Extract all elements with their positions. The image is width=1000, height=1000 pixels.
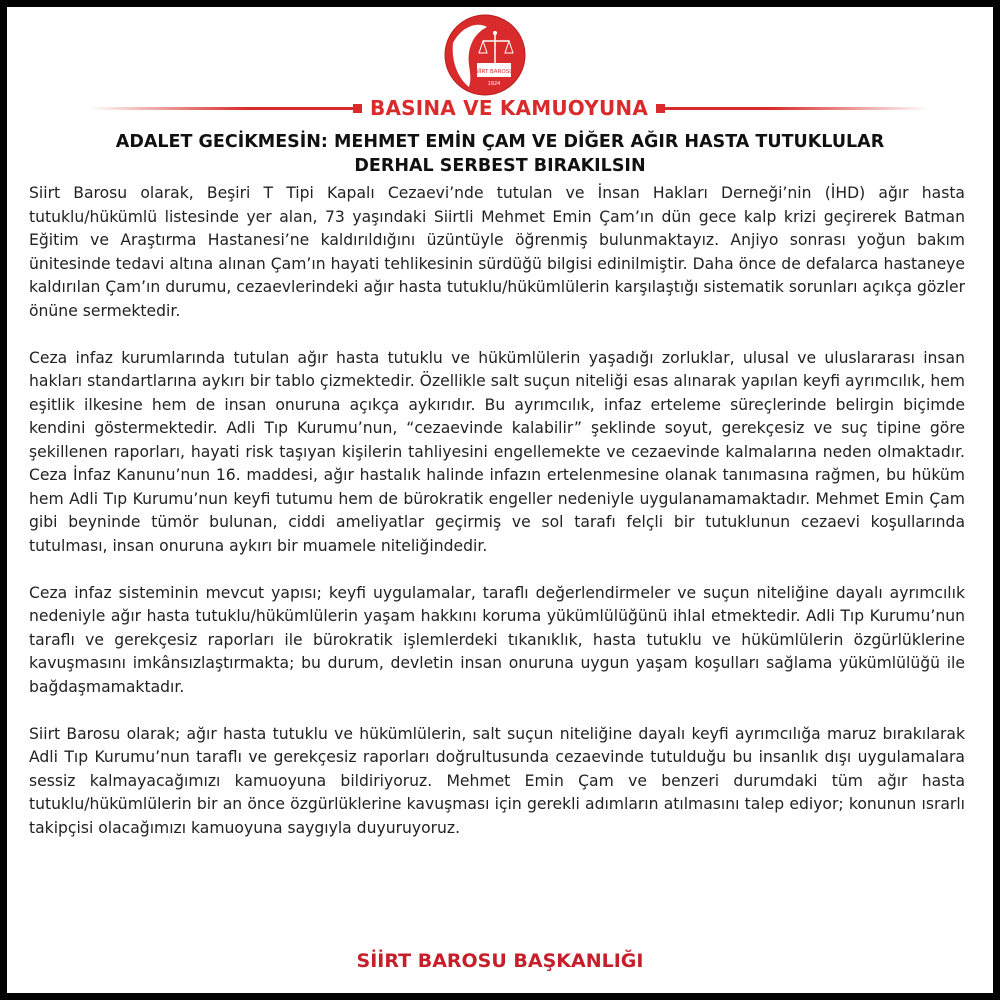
subtitle-line-1: ADALET GECİKMESİN: MEHMET EMİN ÇAM VE DİĞER AĞIR HASTA TUTUKLULAR <box>115 132 885 152</box>
heading-divider-left <box>89 107 353 110</box>
signature: SİİRT BAROSU BAŞKANLIĞI <box>356 950 644 972</box>
heading-square-left <box>353 104 362 113</box>
paragraph-3: Ceza infaz sisteminin mevcut yapısı; keyfi uygulamalar, taraflı değerlendirmeler ve suçun niteliğine dayalı ayrımcılık nedeniyle ağır hasta tutuklu/hükümlülerin yaşam hakkını koruma yükümlülüğünü ihlal etmektedir. Adli Tıp Kurumu’nun taraflı ve gerekçesiz raporları ile bürokratik işlemlerdeki tıkanıklık, hasta tutuklu ve hükümlülerin özgürlüklerine kavuşmasını imkânsızlaştırmakta; bu durum, devletin insan onuruna uygun yaşam koşulları sağlama yükümlülüğü ile bağdaşmamaktadır. <box>29 583 965 696</box>
heading-box <box>353 96 665 120</box>
heading-row <box>89 93 929 123</box>
heading-title: BASINA VE KAMUOYUNA <box>370 96 648 120</box>
svg-text:1924: 1924 <box>487 81 501 87</box>
heading-divider-right <box>665 107 929 110</box>
svg-text:SİİRT BAROSU: SİİRT BAROSU <box>474 69 514 75</box>
paragraph-1: Siirt Barosu olarak, Beşiri T Tipi Kapalı Cezaevi’nde tutulan ve İnsan Hakları Derneği’nin (İHD) ağır hasta tutuklu/hükümlü listesinde yer alan, 73 yaşındaki Siirtli Mehmet Emin Çam’ın dün gece kalp krizi geçirerek Batman Eğitim ve Araştırma Hastanesi’ne kaldırıldığını üzüntüyle öğrenmiş bulunmaktayız. Anjiyo sonrası yoğun bakım ünitesinde tedavi altına alınan Çam’ın hayati tehlikesinin sürdüğü bilgisi edinilmiştir. Daha önce de defalarca hastaneye kaldırılan Çam’ın durumu, cezaevlerindeki ağır hasta tutuklu/hükümlülerin karşılaştığı sistematik sorunları açıkça gözler önüne sermektedir. <box>29 184 965 320</box>
subtitle-line-2: DERHAL SERBEST BIRAKILSIN <box>354 156 646 176</box>
siirt-barosu-logo <box>443 13 527 97</box>
paragraph-2: Ceza infaz kurumlarında tutulan ağır hasta tutuklu ve hükümlülerin yaşadığı zorluklar, ulusal ve uluslararası insan hakları standartlarına aykırı bir tablo çizmektedir. Özellikle salt suçun niteliği esas alınarak yapılan keyfi ayrımcılık, hem eşitlik ilkesine hem de insan onuruna açıkça aykırıdır. Bu ayrımcılık, infaz erteleme süreçlerinde belirgin biçimde kendini göstermektedir. Adli Tıp Kurumu’nun, “cezaevinde kalabilir” şeklinde soyut, gerekçesiz ve suç tipine göre şekillenen raporları, hayati risk taşıyan kişilerin tahliyesini engellemekte ve cezaevinde kalmalarına neden olmaktadır. Ceza İnfaz Kanunu’nun 16. maddesi, ağır hastalık halinde infazın ertelenmesine olanak tanımasına rağmen, bu hüküm hem Adli Tıp Kurumu’nun keyfi tutumu hem de bürokratik engeller nedeniyle uygulanamamaktadır. Mehmet Emin Çam gibi beyninde tümör bulunan, ciddi ameliyatlar geçirmiş ve sol tarafı felçli bir tutuklunun cezaevi koşullarında tutulması, insan onuruna aykırı bir muamele niteliğindedir. <box>29 348 965 555</box>
statement-body <box>29 182 965 840</box>
paragraph-4: Siirt Barosu olarak; ağır hasta tutuklu ve hükümlülerin, salt suçun niteliğine dayalı keyfi ayrımcılığa maruz bırakılarak Adli Tıp Kurumu’nun taraflı ve gerekçesiz raporları doğrultusunda cezaevinde tutulduğu bu insanlık dışı uygulamalara sessiz kalmayacağımızı kamuoyuna bildiriyoruz. Mehmet Emin Çam ve benzeri durumdaki tüm ağır hasta tutuklu/hükümlülerin bir an önce özgürlüklerine kavuşması için gerekli adımların atılmasını talep ediyor; konunun ısrarlı takipçisi olacağımızı kamuoyuna saygıyla duyuruyoruz. <box>29 724 965 837</box>
heading-square-right <box>656 104 665 113</box>
press-release-page <box>7 7 993 993</box>
